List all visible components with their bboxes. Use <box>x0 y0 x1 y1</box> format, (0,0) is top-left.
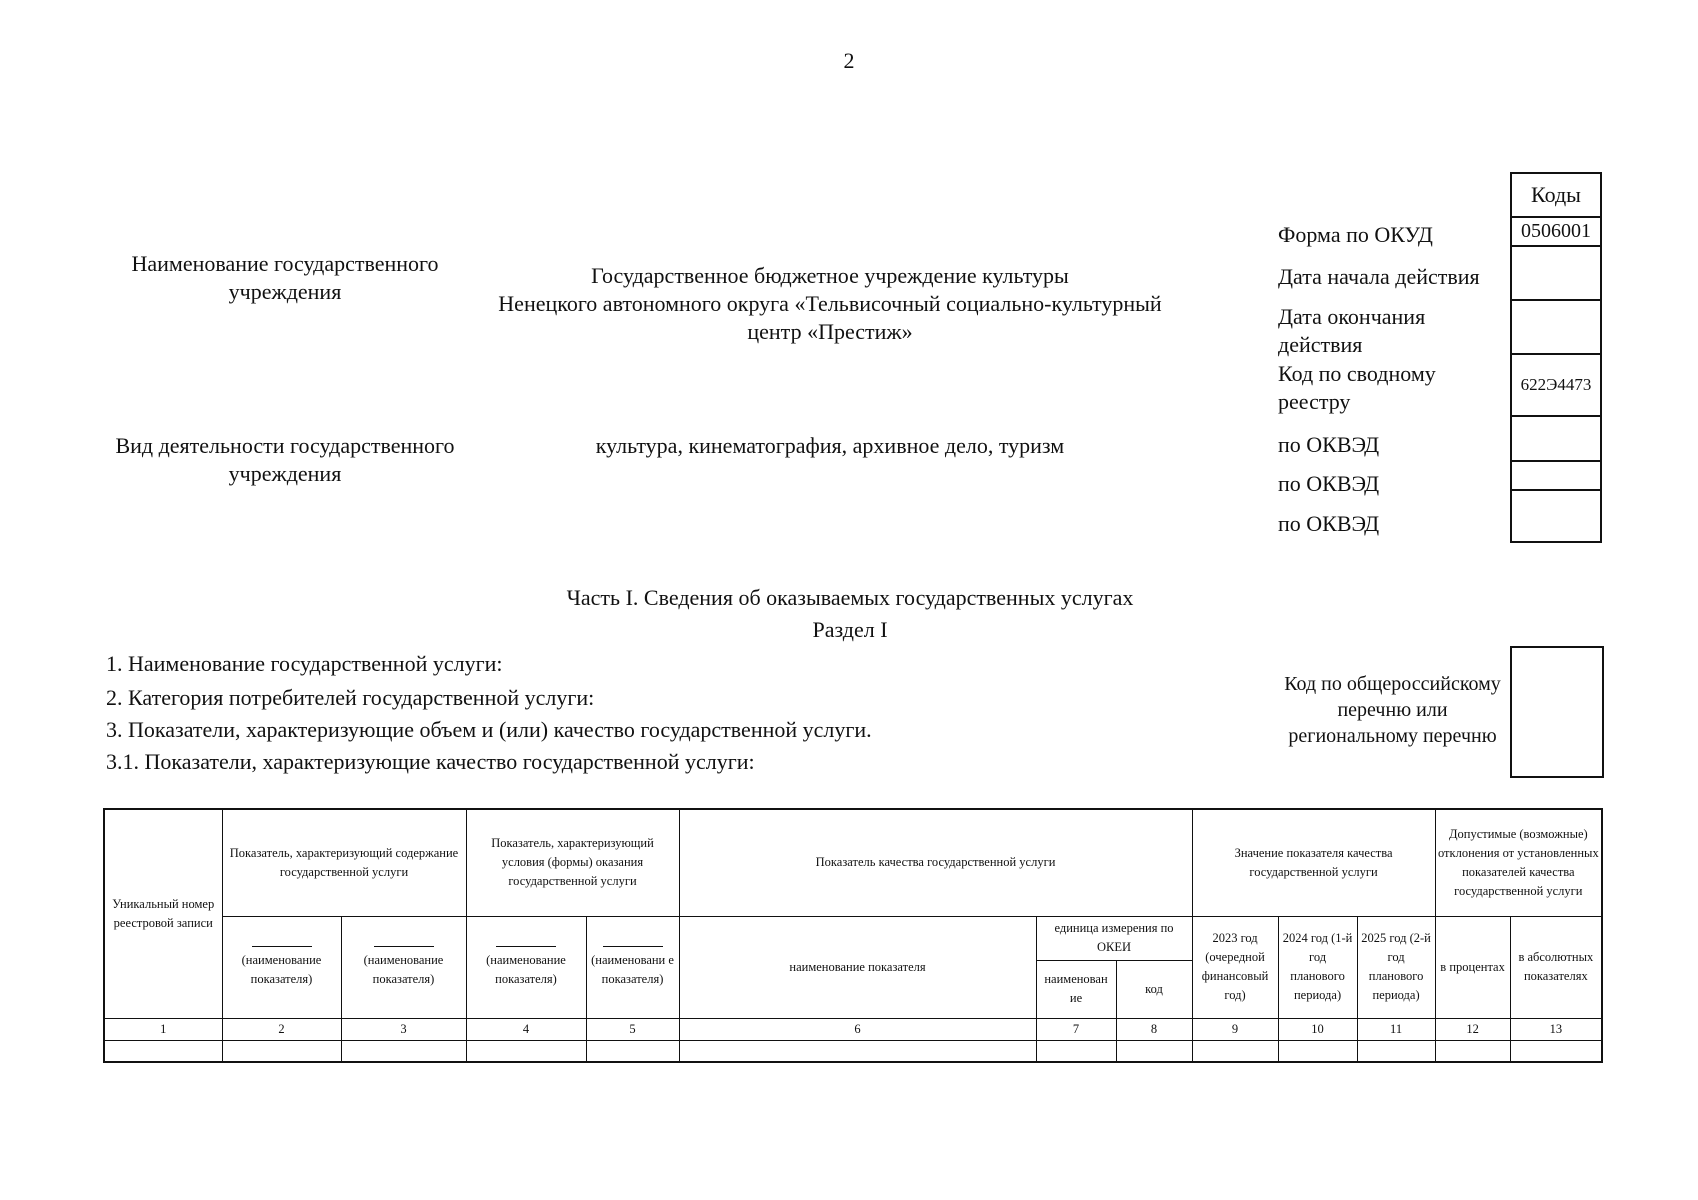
page-number: 2 <box>843 48 855 73</box>
codes-label-okved-3: по ОКВЭД <box>1278 511 1380 536</box>
institution-name-line-3: центр «Престиж» <box>747 319 913 344</box>
table-cell <box>104 1040 222 1062</box>
header-unique-number: Уникальный номер реестровой записи <box>104 809 222 1018</box>
activity-value: культура, кинематография, архивное дело, туризм <box>595 433 1065 458</box>
table-cell <box>1278 1040 1357 1062</box>
all-russian-code-label: Код по общероссийскому перечню или региональному перечню <box>1284 673 1501 747</box>
codes-value-end-date <box>1511 300 1601 354</box>
part-title: Часть I. Сведения об оказываемых государственных услугах <box>566 585 1134 610</box>
table-cell <box>1435 1040 1510 1062</box>
table-cell <box>1510 1040 1602 1062</box>
header-year-2023: 2023 год (очередной финансовый год) <box>1192 916 1278 1018</box>
col-number: 10 <box>1278 1018 1357 1040</box>
activity-label: Вид деятельности государственного учреждения <box>115 433 455 486</box>
table-cell <box>1116 1040 1192 1062</box>
table-cell <box>466 1040 586 1062</box>
institution-name-line-2: Ненецкого автономного округа «Тельвисочный социально-культурный <box>498 291 1162 316</box>
table-cell <box>679 1040 1036 1062</box>
header-unit-code: код <box>1116 960 1192 1018</box>
header-quality-indicator: Показатель качества государственной услуги <box>679 809 1192 916</box>
codes-label-start-date: Дата начала действия <box>1278 264 1480 289</box>
col-number: 7 <box>1036 1018 1116 1040</box>
table-cell <box>1357 1040 1435 1062</box>
item-quality-indicators: 3.1. Показатели, характеризующие качество государственной услуги: <box>106 749 755 774</box>
content-name-1-label: (наименование показателя) <box>241 952 322 986</box>
col-number: 4 <box>466 1018 586 1040</box>
col-number: 12 <box>1435 1018 1510 1040</box>
col-number: 3 <box>341 1018 466 1040</box>
codes-value-okud: 0506001 <box>1511 217 1601 246</box>
col-number: 6 <box>679 1018 1036 1040</box>
header-content-name-1 <box>222 916 341 1018</box>
header-conditions-name-2 <box>586 916 679 1018</box>
col-number: 9 <box>1192 1018 1278 1040</box>
col-number: 5 <box>586 1018 679 1040</box>
col-number: 11 <box>1357 1018 1435 1040</box>
codes-value-registry: 622Э4473 <box>1511 354 1601 416</box>
header-conditions-indicator: Показатель, характеризующий условия (формы) оказания государственной услуги <box>466 809 679 916</box>
codes-label-registry: Код по сводному реестру <box>1278 361 1436 414</box>
item-consumer-category: 2. Категория потребителей государственной услуги: <box>106 685 595 710</box>
quality-indicators-table <box>103 808 1603 1063</box>
codes-label-okved-1: по ОКВЭД <box>1278 432 1380 457</box>
header-content-indicator: Показатель, характеризующий содержание государственной услуги <box>222 809 466 916</box>
content-name-2-label: (наименование показателя) <box>363 952 444 986</box>
item-indicators: 3. Показатели, характеризующие объем и (или) качество государственной услуги. <box>106 717 872 742</box>
header-indicator-value: Значение показателя качества государственной услуги <box>1192 809 1435 916</box>
codes-label-okud: Форма по ОКУД <box>1278 222 1433 247</box>
header-deviation-absolute: в абсолютных показателях <box>1510 916 1602 1018</box>
col-number: 1 <box>104 1018 222 1040</box>
section-title: Раздел I <box>812 617 888 642</box>
codes-value-okved-2 <box>1511 461 1601 490</box>
codes-value-okved-3 <box>1511 490 1601 542</box>
header-deviations: Допустимые (возможные) отклонения от установленных показателей качества государственной услуги <box>1435 809 1602 916</box>
conditions-name-1-label: (наименование показателя) <box>486 952 566 986</box>
header-deviation-percent: в процентах <box>1435 916 1510 1018</box>
codes-value-okved-1 <box>1511 416 1601 461</box>
header-unit-okei: единица измерения по ОКЕИ <box>1036 916 1192 960</box>
header-year-2025: 2025 год (2-й год планового периода) <box>1357 916 1435 1018</box>
codes-label-okved-2: по ОКВЭД <box>1278 471 1380 496</box>
table-cell <box>222 1040 341 1062</box>
header-year-2024: 2024 год (1-й год планового периода) <box>1278 916 1357 1018</box>
table-cell <box>1036 1040 1116 1062</box>
col-number: 13 <box>1510 1018 1602 1040</box>
table-cell <box>586 1040 679 1062</box>
institution-name-label: Наименование государственного учреждения <box>131 251 439 304</box>
table-cell <box>1192 1040 1278 1062</box>
codes-label-end-date: Дата окончания действия <box>1278 304 1426 357</box>
header-content-name-2 <box>341 916 466 1018</box>
codes-title: Коды <box>1511 173 1601 217</box>
col-number: 8 <box>1116 1018 1192 1040</box>
item-service-name: 1. Наименование государственной услуги: <box>106 651 503 676</box>
institution-name-value <box>470 262 1190 346</box>
codes-table <box>1510 172 1602 543</box>
institution-name-line-1: Государственное бюджетное учреждение культуры <box>591 263 1069 288</box>
header-indicator-name: наименование показателя <box>679 916 1036 1018</box>
all-russian-code-box <box>1510 646 1604 778</box>
codes-value-start-date <box>1511 246 1601 300</box>
header-unit-name: наименован ие <box>1036 960 1116 1018</box>
conditions-name-2-label: (наименовани е показателя) <box>591 952 674 986</box>
table-cell <box>341 1040 466 1062</box>
header-conditions-name-1 <box>466 916 586 1018</box>
col-number: 2 <box>222 1018 341 1040</box>
